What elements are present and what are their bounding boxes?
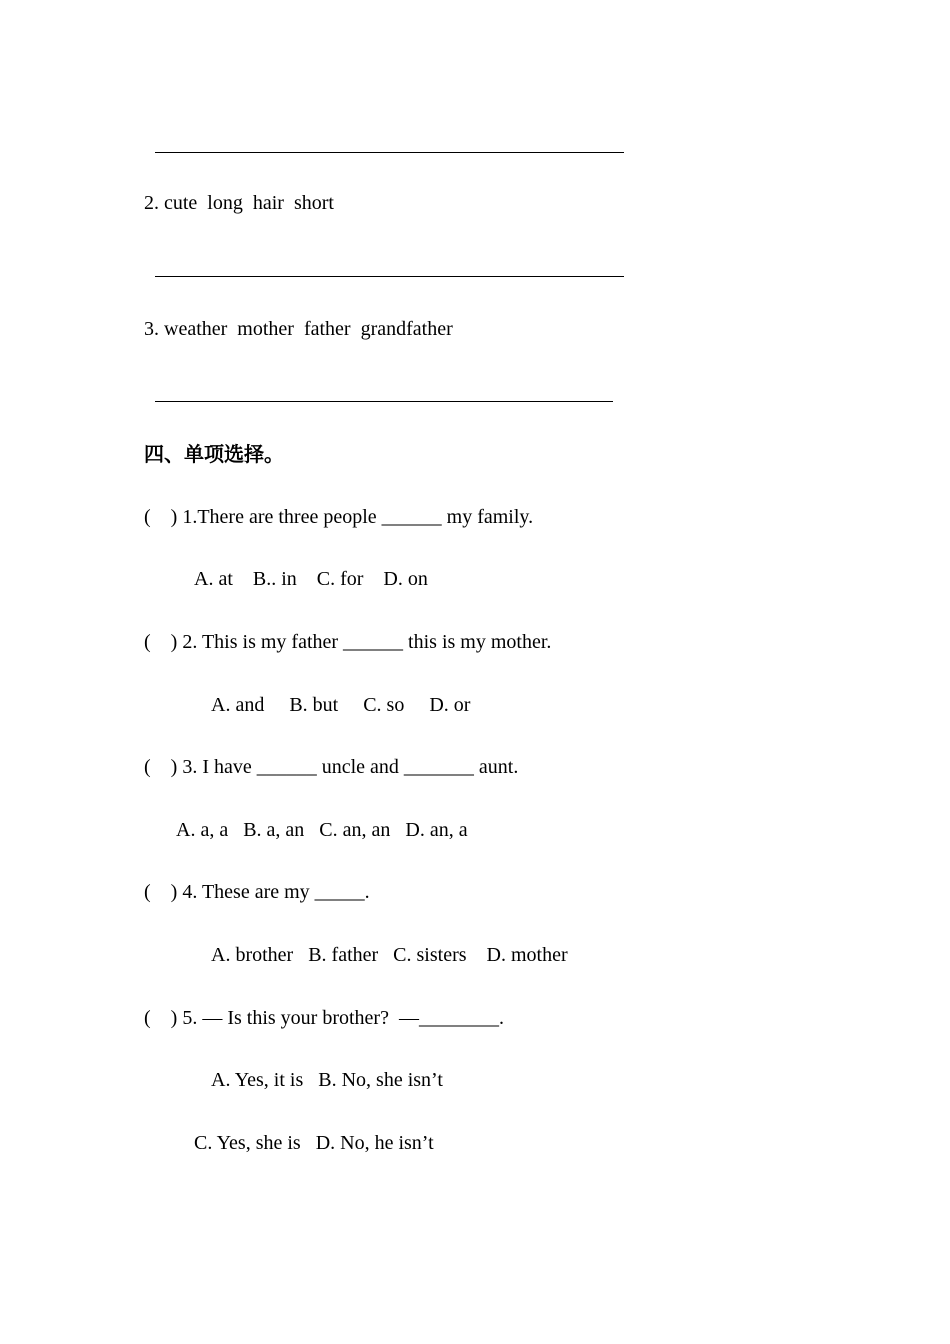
answer-line-3[interactable] [155,401,613,402]
question-1-stem: ( ) 1.There are three people ______ my family. [144,506,534,528]
question-3-options: A. a, a B. a, an C. an, an D. an, a [176,819,468,841]
question-5-options-row1: A. Yes, it is B. No, she isn’t [211,1069,443,1091]
word-prompt-3: 3. weather mother father grandfather [144,318,453,340]
question-5-stem: ( ) 5. — Is this your brother? —________. [144,1007,504,1029]
word-prompt-2: 2. cute long hair short [144,192,334,214]
question-1-options: A. at B.. in C. for D. on [194,568,428,590]
question-4-options: A. brother B. father C. sisters D. mother [211,944,568,966]
question-2-options: A. and B. but C. so D. or [211,694,471,716]
question-2-stem: ( ) 2. This is my father ______ this is my mother. [144,631,552,653]
question-4-stem: ( ) 4. These are my _____. [144,881,370,903]
answer-line-2[interactable] [155,276,624,277]
question-5-options-row2: C. Yes, she is D. No, he isn’t [194,1132,434,1154]
section-heading: 四、单项选择。 [144,442,284,466]
question-3-stem: ( ) 3. I have ______ uncle and _______ aunt. [144,756,519,778]
answer-line-1[interactable] [155,152,624,153]
